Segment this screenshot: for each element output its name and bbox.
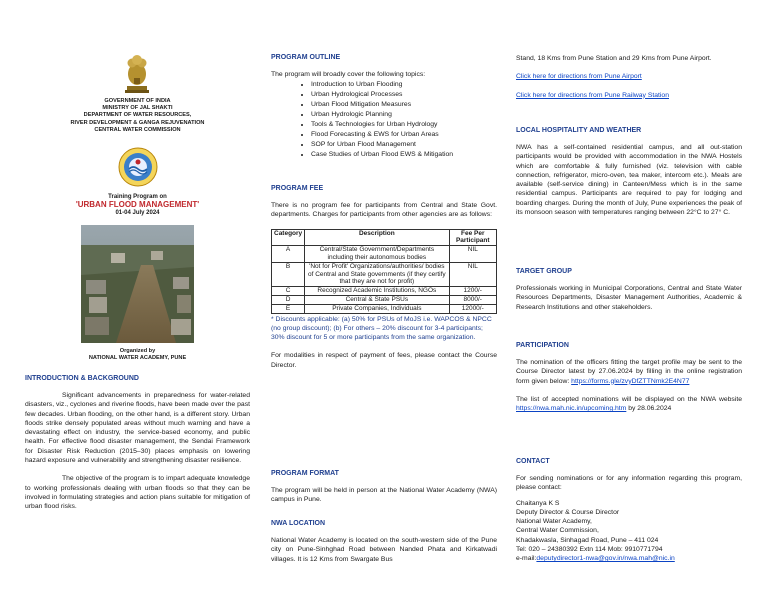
- gov-line: GOVERNMENT OF INDIA: [104, 98, 171, 104]
- target-section: [516, 268, 742, 312]
- table-cell: Private Companies, Individuals: [305, 304, 449, 313]
- section-heading: PARTICIPATION: [516, 342, 569, 349]
- contact-line: Chaitanya K S: [516, 499, 560, 507]
- contact-line: Central Water Commission,: [516, 527, 599, 535]
- list-item: • Case Studies of Urban Flood EWS & Mitigation: [311, 150, 497, 160]
- table-row: [272, 295, 497, 304]
- training-label: Training Program on: [108, 194, 167, 200]
- hospitality-section: [516, 127, 742, 217]
- location-continued: [516, 54, 742, 100]
- program-dates: 01-04 July 2024: [115, 210, 160, 216]
- registration-form-link[interactable]: https://forms.gle/zvyDfZTTNmk2E4N77: [571, 377, 690, 385]
- gov-line: MINISTRY OF JAL SHAKTI: [102, 105, 173, 112]
- table-cell: 'Not for Profit' Organizations/authorities/ bodies of Central and State governments (if they certify that they are not for profit): [305, 262, 449, 286]
- contact-details: [516, 499, 742, 564]
- table-cell: NIL: [449, 246, 497, 263]
- contact-line: Khadakwasla, Sinhagad Road, Pune – 411 024: [516, 536, 659, 544]
- intro-paragraph: Significant advancements in preparedness for water-related disasters, viz., cyclones and riverine floods, have been made over the past few decades. Urban flooding, on the other hand, is a different story. Urban floods strike densely populated areas without much warning and have a devastating effect on industry, the service-based economy, and public health. For effective flood disaster management, the Sendai Framework for Disaster Risk Reduction (2015–30) places emphasis on lowering hazard exposure and vulnerability and strengthening disaster resilience.: [25, 392, 250, 465]
- table-cell: D: [272, 295, 305, 304]
- flood-photo: [81, 225, 194, 343]
- outline-section: [271, 54, 497, 160]
- table-row: [272, 246, 497, 263]
- list-item: • Introduction to Urban Flooding: [311, 80, 497, 90]
- gov-line: RIVER DEVELOPMENT & GANGA REJUVENATION: [70, 119, 205, 126]
- section-heading: TARGET GROUP: [516, 268, 572, 275]
- national-emblem-icon: [123, 52, 151, 94]
- participation-section: [516, 342, 742, 413]
- email-line: [516, 554, 742, 563]
- list-item: • Flood Forecasting & EWS for Urban Areas: [311, 130, 497, 140]
- location-section: [271, 520, 497, 564]
- location-text: National Water Academy is located on the south-western side of the Pune city on Pune-Sinhghad Road between Nanded Phata and Kirkatwadi villages. It is 12 Kms from Swargate Bus: [271, 537, 497, 563]
- contact-section: [516, 458, 742, 564]
- format-text: The program will be held in person at the National Water Academy (NWA) campus in Pune.: [271, 487, 497, 504]
- table-row: [272, 262, 497, 286]
- organizer-name: NATIONAL WATER ACADEMY, PUNE: [88, 355, 187, 362]
- section-heading: PROGRAM OUTLINE: [271, 54, 341, 61]
- railway-directions-link[interactable]: Click here for directions from Pune Railway Station: [516, 91, 669, 99]
- email-link[interactable]: deputydirector1-nwa@gov.in/nwa.mah@nic.in: [536, 555, 675, 563]
- location-text-continued: Stand, 18 Kms from Pune Station and 29 Kms from Pune Airport.: [516, 55, 712, 62]
- target-text: Professionals working in Municipal Corporations, Central and State Water Resources Departments, Disaster Management Authorities, Academic & Research Institutions and other stakeholders.: [516, 285, 742, 311]
- table-cell: NIL: [449, 262, 497, 286]
- contact-intro: For sending nominations or for any information regarding this program, please contact:: [516, 475, 742, 492]
- table-cell: Recognized Academic Institutions, NGOs: [305, 287, 449, 296]
- table-cell: B: [272, 262, 305, 286]
- organized-by-label: Organized by: [119, 348, 156, 354]
- table-row: [272, 304, 497, 313]
- fee-intro: There is no program fee for participants from Central and State Govt. departments. Charges for participants from other agencies are as follows:: [271, 202, 497, 219]
- participation-text: [516, 358, 742, 386]
- section-heading: PROGRAM FORMAT: [271, 470, 339, 477]
- government-header: [25, 98, 250, 134]
- accepted-list-date: by 28.06.2024: [628, 405, 672, 413]
- section-heading: CONTACT: [516, 458, 550, 465]
- column-header: Fee Per Participant: [449, 229, 497, 246]
- table-cell: A: [272, 246, 305, 263]
- list-item: • Urban Hydrological Processes: [311, 90, 497, 100]
- outline-intro: The program will broadly cover the following topics:: [271, 71, 426, 78]
- program-title: 'URBAN FLOOD MANAGEMENT': [75, 200, 200, 209]
- column-header: Category: [272, 229, 305, 246]
- table-cell: Central/State Government/Departments including their autonomous bodies: [305, 246, 449, 263]
- table-cell: E: [272, 304, 305, 313]
- table-header-row: [272, 229, 497, 246]
- organizer-block: [25, 348, 250, 362]
- payment-modalities: For modalities in respect of payment of fees, please contact the Course Director.: [271, 352, 497, 369]
- contact-line: Deputy Director & Course Director: [516, 508, 620, 516]
- table-cell: C: [272, 287, 305, 296]
- list-item: • SOP for Urban Flood Management: [311, 140, 497, 150]
- table-cell: 8000/-: [449, 295, 497, 304]
- cwc-seal-icon: [118, 147, 158, 187]
- email-label: e-mail:: [516, 555, 537, 563]
- list-item: • Urban Hydrologic Planning: [311, 110, 497, 120]
- contact-line: Tel: 020 – 24380392 Extn 114 Mob: 9910771794: [516, 546, 663, 554]
- gov-line: CENTRAL WATER COMMISSION: [94, 126, 181, 133]
- table-cell: Central & State PSUs: [305, 295, 449, 304]
- fee-table: [271, 229, 497, 314]
- accepted-list-text: [516, 395, 742, 414]
- intro-section: [25, 375, 250, 512]
- section-heading: PROGRAM FEE: [271, 185, 324, 192]
- program-title-block: [25, 194, 250, 216]
- airport-directions-link[interactable]: Click here for directions from Pune Airport: [516, 73, 642, 81]
- nwa-upcoming-link[interactable]: https://nwa.mah.nic.in/upcoming.htm: [516, 405, 627, 413]
- section-heading: INTRODUCTION & BACKGROUND: [25, 375, 139, 382]
- table-row: [272, 287, 497, 296]
- list-item: • Tools & Technologies for Urban Hydrology: [311, 120, 497, 130]
- hospitality-text: NWA has a self-contained residential campus, and all out-station participants would be provided with accommodation in the NWA Hostels which are comfortable & fully furnished (viz. television with cable connection, refrigerator, micro-oven, tea maker, intercom etc.). Meals are available (self-service dining) in Canteen/Mess which is in the same residential campus. Participants are required to pay for lodging and boarding charges. During the month of July, Pune experiences the peak of its monsoon season with temperatures ranging between 22°C to 27° C.: [516, 144, 742, 217]
- table-cell: 1200/-: [449, 287, 497, 296]
- table-cell: 12000/-: [449, 304, 497, 313]
- participation-instructions: The nomination of the officers fitting the target profile may be sent to the Course Director latest by 27.06.2024 by filling in the online registration form given below:: [516, 359, 742, 385]
- topic-list: [271, 80, 497, 159]
- accepted-list-label: The list of accepted nominations will be displayed on the NWA website: [516, 395, 742, 403]
- list-item: • Urban Flood Mitigation Measures: [311, 100, 497, 110]
- section-heading: NWA LOCATION: [271, 520, 326, 527]
- contact-line: National Water Academy,: [516, 518, 592, 526]
- fee-section: [271, 185, 497, 370]
- column-header: Description: [305, 229, 449, 246]
- section-heading: LOCAL HOSPITALITY AND WEATHER: [516, 127, 642, 134]
- format-section: [271, 470, 497, 505]
- intro-paragraph: The objective of the program is to impart adequate knowledge to working professionals dealing with urban floods so that they can be involved in formulating strategies and action plans suitable for mitigation of urban flood risks.: [25, 475, 250, 511]
- gov-line: DEPARTMENT OF WATER RESOURCES,: [83, 112, 192, 119]
- discount-note: * Discounts applicable: (a) 50% for PSUs of MoJS i.e. WAPCOS & NPCC (no group discount); (b) For others – 20% discount for 3-4 participants; 30% discount for 5 or more participants from the same organization.: [271, 315, 492, 342]
